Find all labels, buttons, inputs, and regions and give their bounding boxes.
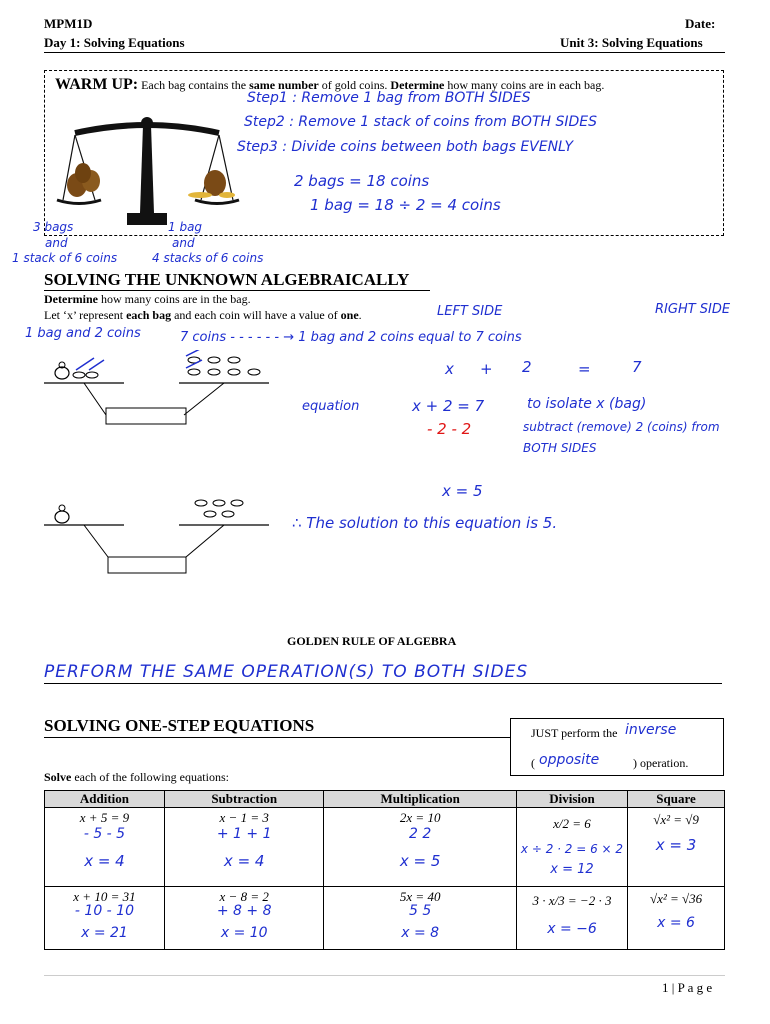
equations-table [44, 790, 725, 950]
hw-isolate: to isolate x (bag) [527, 396, 647, 412]
hw-answer: x = 12 [550, 862, 594, 877]
hw-answer: x = 21 [81, 925, 128, 941]
algebra-line1 [44, 292, 251, 307]
equation-text: x + 5 = 9 [79, 810, 130, 825]
algebra-line2-bold1: each bag [126, 308, 172, 322]
footer-rule [44, 975, 725, 976]
cell-square-1 [628, 808, 725, 887]
hw-opposite: opposite [539, 752, 600, 768]
hw-arrow-line: 7 coins - - - - - - → 1 bag and 2 coins equal to 7 coins [180, 330, 522, 345]
hw-x: x [445, 360, 454, 378]
equation-text: 3 · x/3 = −2 · 3 [532, 893, 612, 908]
hw-right-bag: 1 bag [168, 220, 203, 234]
hw-equation: x + 2 = 7 [412, 397, 485, 415]
hw-minus-two: - 2 - 2 [427, 420, 472, 438]
algebra-line1-bold: Determine [44, 292, 98, 306]
hw-two: 2 [522, 358, 532, 376]
hw-step2: Step2 : Remove 1 stack of coins from BOTH SIDES [244, 114, 598, 130]
hw-seven: 7 [632, 358, 642, 376]
equation-text: 5x = 40 [399, 889, 441, 904]
hw-answer: x = 8 [401, 925, 440, 941]
hw-answer: x = 4 [84, 852, 125, 870]
hw-x-equals-5: x = 5 [442, 482, 483, 500]
scale-diagram-1 [44, 350, 284, 440]
balance-scale-image [55, 95, 240, 230]
hw-right-stacks: 4 stacks of 6 coins [152, 251, 264, 265]
hw-right-side: RIGHT SIDE [655, 302, 731, 317]
hw-equals: = [578, 360, 591, 378]
hw-right-and: and [172, 236, 195, 250]
solve-rest: each of the following equations: [71, 770, 229, 784]
hw-warmup-line1: 2 bags = 18 coins [294, 172, 430, 190]
algebra-line1-rest: how many coins are in the bag. [97, 292, 251, 306]
hw-step3: Step3 : Divide coins between both bags EVENLY [237, 139, 574, 155]
cell-multiplication-1 [324, 808, 516, 887]
col-multiplication: Multiplication [324, 791, 516, 808]
cell-addition-2 [45, 887, 165, 950]
golden-rule-title: GOLDEN RULE OF ALGEBRA [287, 634, 457, 648]
col-addition: Addition [45, 791, 165, 808]
equation-text: √x² = √9 [653, 812, 699, 827]
hw-step1: Step1 : Remove 1 bag from BOTH SIDES [247, 90, 531, 106]
course-code: MPM1D [44, 16, 93, 31]
col-subtraction: Subtraction [164, 791, 324, 808]
hw-work: 2 2 [409, 826, 432, 842]
equation-text: √x² = √36 [649, 891, 703, 906]
hw-left-stack: 1 stack of 6 coins [12, 251, 118, 265]
unit-title: Unit 3: Solving Equations [560, 35, 703, 50]
hw-equation-label: equation [302, 399, 360, 414]
hw-plus: + [480, 360, 493, 378]
hw-work: - 10 - 10 [74, 903, 134, 919]
equation-text: 2x = 10 [399, 810, 441, 825]
cell-multiplication-2 [324, 887, 516, 950]
inverse-box-line1: JUST perform the [531, 726, 618, 740]
inverse-box-close: ) operation. [633, 756, 689, 770]
algebra-line2 [44, 308, 362, 323]
cell-division-1 [516, 808, 627, 887]
hw-subtract: subtract (remove) 2 (coins) from [523, 420, 720, 434]
date-label: Date: [685, 16, 716, 31]
table-row [45, 808, 725, 887]
hw-left-bags: 3 bags [33, 220, 74, 234]
hw-left-and: and [45, 236, 68, 250]
hw-both-sides: BOTH SIDES [523, 441, 597, 455]
cell-division-2 [516, 887, 627, 950]
warmup-text-pre: Each bag contains the [141, 78, 250, 92]
warmup-text-post: how many coins are in each bag. [444, 78, 605, 92]
inverse-box-open: ( [531, 756, 535, 770]
hw-solution: ∴ The solution to this equation is 5. [292, 514, 558, 532]
onestep-title: SOLVING ONE-STEP EQUATIONS [44, 716, 315, 735]
hw-work: + 8 + 8 [216, 903, 272, 919]
onestep-title-underline [44, 737, 510, 738]
hw-answer: x = −6 [547, 921, 597, 937]
algebra-line2-mid: and each coin will have a value of [171, 308, 341, 322]
hw-answer: x = 10 [220, 925, 268, 941]
hw-bag-2-coins: 1 bag and 2 coins [25, 326, 141, 341]
table-header-row [45, 791, 725, 808]
solve-instruction [44, 770, 229, 785]
warmup-bold2: Determine [390, 78, 445, 92]
hw-answer: x = 3 [655, 836, 697, 854]
page-number: 1 | P a g e [662, 980, 713, 995]
hw-left-side: LEFT SIDE [437, 304, 503, 319]
header-rule [44, 52, 725, 53]
warmup-title: WARM UP: [55, 76, 139, 93]
algebra-title-underline [44, 290, 430, 291]
cell-square-2 [628, 887, 725, 950]
algebra-line2-bold2: one [340, 308, 359, 322]
col-square: Square [628, 791, 725, 808]
golden-rule-line [44, 683, 722, 684]
hw-answer: x = 5 [399, 852, 441, 870]
col-division: Division [516, 791, 627, 808]
equation-text: x − 1 = 3 [219, 810, 269, 825]
algebra-title: SOLVING THE UNKNOWN ALGEBRAICALLY [44, 270, 410, 289]
equation-text: x + 10 = 31 [73, 889, 136, 904]
inverse-box [510, 718, 724, 776]
hw-answer: x = 6 [657, 915, 695, 931]
scale-diagram-2 [44, 495, 284, 585]
day-title: Day 1: Solving Equations [44, 35, 185, 50]
hw-work: + 1 + 1 [216, 826, 272, 842]
hw-work: - 5 - 5 [83, 826, 126, 842]
warmup-bold1: same number [249, 78, 319, 92]
equation-text: x/2 = 6 [553, 816, 591, 831]
hw-work: 5 5 [409, 903, 432, 919]
algebra-line2-post: . [358, 308, 362, 322]
cell-subtraction-1 [164, 808, 324, 887]
cell-subtraction-2 [164, 887, 324, 950]
solve-bold: Solve [44, 770, 72, 784]
hw-answer: x = 4 [223, 852, 265, 870]
hw-golden-rule: PERFORM THE SAME OPERATION(S) TO BOTH SIDES [44, 662, 529, 682]
equation-text: x − 8 = 2 [219, 889, 269, 904]
table-row [45, 887, 725, 950]
hw-warmup-line2: 1 bag = 18 ÷ 2 = 4 coins [310, 196, 501, 214]
algebra-line2-pre: Let ‘x’ represent [44, 308, 127, 322]
hw-work: x ÷ 2 · 2 = 6 × 2 [520, 842, 624, 856]
warmup-text-mid: of gold coins. [318, 78, 391, 92]
cell-addition-1 [45, 808, 165, 887]
hw-inverse: inverse [625, 722, 677, 738]
